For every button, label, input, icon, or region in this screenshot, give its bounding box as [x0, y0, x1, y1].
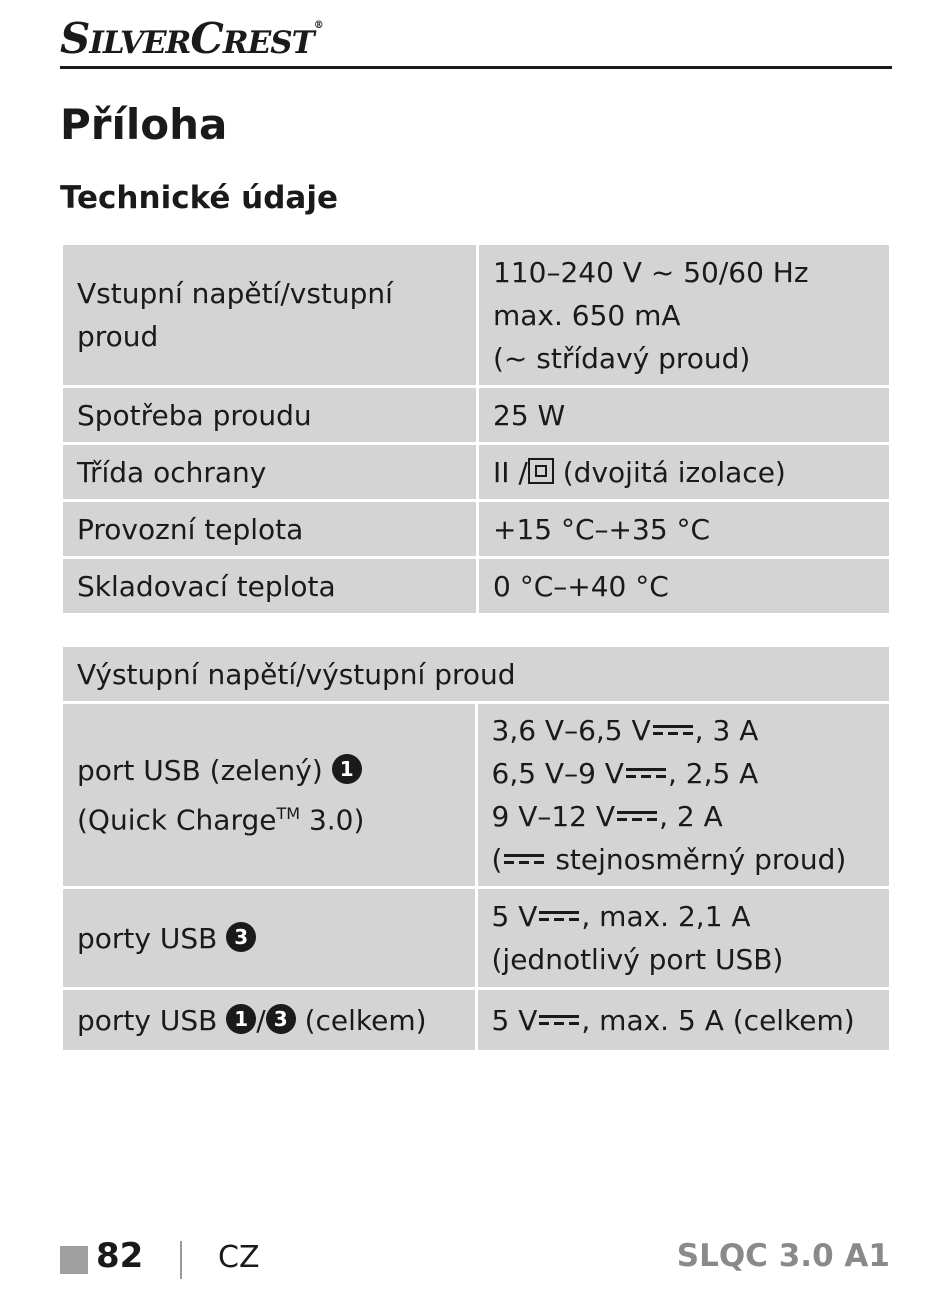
dc-symbol-icon: [539, 909, 579, 923]
cell-label: Třída ochrany: [63, 445, 476, 499]
spec-table-output: [60, 644, 892, 1053]
dc-symbol-icon: [626, 766, 666, 780]
cell-label: Skladovací teplota: [63, 559, 476, 613]
table-row: [63, 445, 889, 499]
cell-label: port USB (zelený) 1 (Quick Charge™ 3.0): [63, 704, 475, 886]
port-3-badge: 3: [266, 1004, 296, 1034]
cell-value: 110–240 V ~ 50/60 Hz max. 650 mA (~ střídavý proud): [479, 245, 889, 385]
cell-value: II / (dvojitá izolace): [479, 445, 889, 499]
cell-label: porty USB 3: [63, 889, 475, 987]
table-row: [63, 559, 889, 613]
cell-value: 5 V , max. 2,1 A (jednotlivý port USB): [478, 889, 890, 987]
brand-logo: SILVERCREST®: [60, 14, 323, 63]
language-code: CZ: [218, 1240, 260, 1275]
page-title: Příloha: [60, 100, 228, 149]
table-row: [63, 388, 889, 442]
spec-table-input: [60, 242, 892, 616]
page-number: 82: [96, 1236, 144, 1276]
dc-symbol-icon: [617, 809, 657, 823]
table-header-row: [63, 647, 889, 701]
port-1-badge: 1: [226, 1004, 256, 1034]
cell-value: 0 °C–+40 °C: [479, 559, 889, 613]
dc-symbol-icon: [539, 1013, 579, 1027]
table-header: Výstupní napětí/výstupní proud: [63, 647, 889, 701]
cell-value: +15 °C–+35 °C: [479, 502, 889, 556]
cell-value: 5 V , max. 5 A (celkem): [478, 990, 890, 1050]
double-insulation-icon: [528, 458, 554, 484]
section-title: Technické údaje: [60, 180, 339, 216]
cell-label: Provozní teplota: [63, 502, 476, 556]
table-row: [63, 245, 889, 385]
model-number: SLQC 3.0 A1: [676, 1238, 890, 1274]
port-1-badge: 1: [332, 754, 362, 784]
table-row: [63, 889, 889, 987]
cell-label: Vstupní napětí/vstupní proud: [63, 245, 476, 385]
cell-value: 25 W: [479, 388, 889, 442]
header-rule: [60, 66, 892, 69]
page-marker-square: [60, 1246, 88, 1274]
cell-label: Spotřeba proudu: [63, 388, 476, 442]
table-row: [63, 704, 889, 886]
dc-symbol-icon: [504, 852, 544, 866]
table-row: [63, 502, 889, 556]
dc-symbol-icon: [653, 723, 693, 737]
cell-label: porty USB 1 / 3 (celkem): [63, 990, 475, 1050]
port-3-badge: 3: [226, 922, 256, 952]
table-row: [63, 990, 889, 1050]
cell-value: 3,6 V–6,5 V , 3 A 6,5 V–9 V , 2,5 A 9 V–12 V , 2 A ( stejnosměrný proud): [478, 704, 890, 886]
footer-divider: [180, 1241, 182, 1279]
